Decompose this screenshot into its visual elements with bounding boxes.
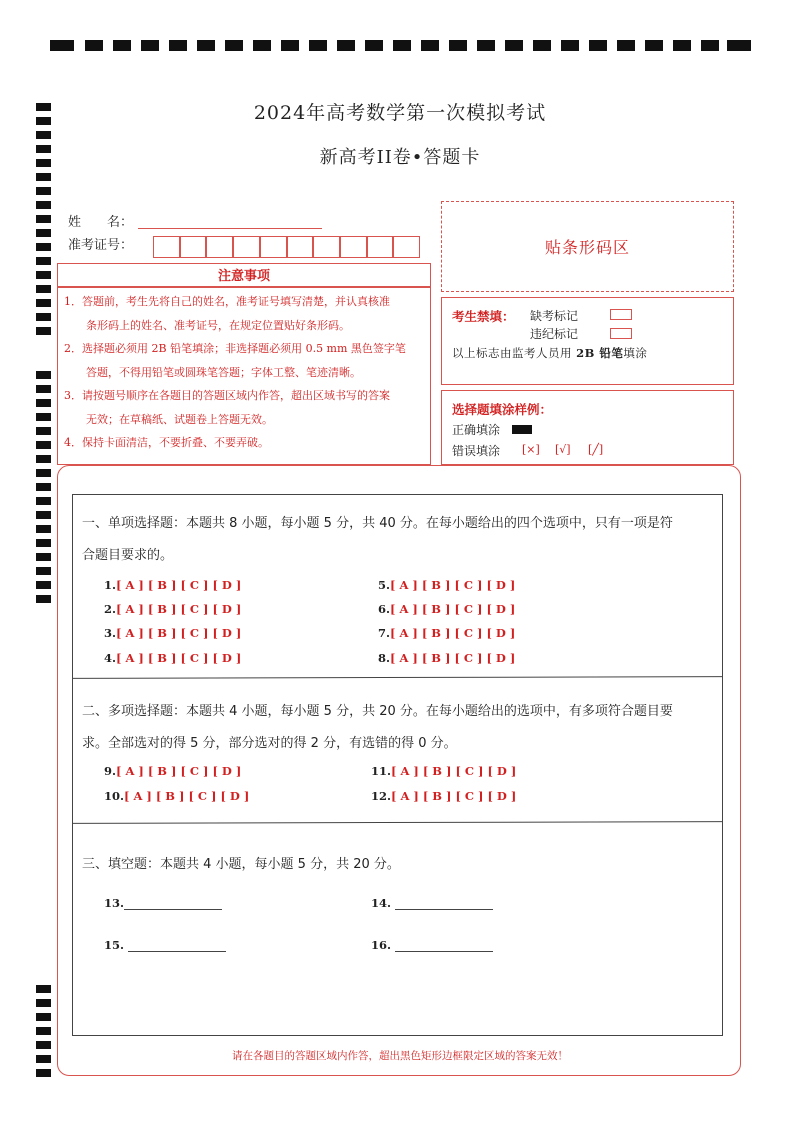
- forbidden-box: [441, 297, 734, 385]
- notice-item: 2．选择题必须用 2B 铅笔填涂；非选择题必须用 0.5 mm 黑色签字笔: [64, 342, 406, 355]
- id-label: 准考证号：: [68, 238, 134, 253]
- wrong-mark-3: [╱]: [588, 443, 604, 456]
- question-16[interactable]: 16.: [371, 938, 493, 952]
- correct-label: 正确填涂: [452, 423, 501, 437]
- notice-item: 条形码上的姓名、准考证号，在规定位置贴好条形码。: [64, 318, 350, 332]
- wrong-label: 错误填涂: [452, 444, 501, 458]
- name-label: 姓 名：: [68, 215, 134, 230]
- notice-item: 3．请按题号顺序在各题目的答题区域内作答，超出区域书写的答案: [64, 389, 390, 402]
- forbidden-note-bold: 2B 铅笔: [576, 346, 624, 360]
- notice-box: [57, 287, 431, 465]
- forbidden-title: 考生禁填：: [452, 309, 515, 324]
- notice-item: 答题，不得用铅笔或圆珠笔答题；字体工整、笔迹清晰。: [64, 365, 361, 379]
- page-title: 2024年高考数学第一次模拟考试: [253, 102, 547, 124]
- forbidden-note-prefix: 以上标志由监考人员用: [452, 346, 572, 360]
- question-12[interactable]: 12.[ A ] [ B ] [ C ] [ D ]: [371, 789, 517, 803]
- id-digit-box[interactable]: [233, 236, 260, 258]
- question-10[interactable]: 10.[ A ] [ B ] [ C ] [ D ]: [104, 789, 250, 803]
- notice-list: [64, 290, 430, 455]
- question-13[interactable]: 13.: [104, 896, 222, 910]
- notice-item: 4．保持卡面清洁，不要折叠、不要弄破。: [64, 436, 269, 449]
- id-digit-box[interactable]: [206, 236, 233, 258]
- section-multi-line2: 求。全部选对的得 5 分，部分选对的得 2 分，有选错的得 0 分。: [82, 736, 457, 751]
- question-2[interactable]: 2.[ A ] [ B ] [ C ] [ D ]: [104, 602, 242, 616]
- id-digit-box[interactable]: [287, 236, 314, 258]
- section-single-line2: 合题目要求的。: [82, 548, 174, 563]
- answer-blank[interactable]: [128, 939, 226, 952]
- question-11[interactable]: 11.[ A ] [ B ] [ C ] [ D ]: [371, 764, 517, 778]
- wrong-mark-1: [×]: [522, 443, 540, 456]
- sample-box: [441, 390, 734, 465]
- barcode-label: 贴条形码区: [544, 238, 630, 257]
- absent-mark-box[interactable]: [610, 309, 632, 320]
- question-14[interactable]: 14.: [371, 896, 493, 910]
- id-digit-boxes[interactable]: [153, 236, 420, 260]
- sample-title: 选择题填涂样例：: [452, 402, 553, 417]
- answer-blank[interactable]: [395, 939, 493, 952]
- barcode-area: [441, 201, 734, 292]
- notice-title: 注意事项: [217, 269, 270, 284]
- question-9[interactable]: 9.[ A ] [ B ] [ C ] [ D ]: [104, 764, 242, 778]
- forbidden-note: [452, 345, 647, 361]
- id-digit-box[interactable]: [313, 236, 340, 258]
- id-digit-box[interactable]: [153, 236, 180, 258]
- question-8[interactable]: 8.[ A ] [ B ] [ C ] [ D ]: [378, 651, 516, 665]
- page-subtitle: 新高考II卷•答题卡: [319, 147, 481, 168]
- section-multi-desc: [82, 696, 718, 760]
- question-5[interactable]: 5.[ A ] [ B ] [ C ] [ D ]: [378, 578, 516, 592]
- name-input-line[interactable]: [138, 228, 322, 229]
- id-digit-box[interactable]: [180, 236, 207, 258]
- section-single-desc: [82, 508, 718, 572]
- question-15[interactable]: 15.: [104, 938, 226, 952]
- id-digit-box[interactable]: [393, 236, 420, 258]
- question-4[interactable]: 4.[ A ] [ B ] [ C ] [ D ]: [104, 651, 242, 665]
- id-digit-box[interactable]: [367, 236, 394, 258]
- question-1[interactable]: 1.[ A ] [ B ] [ C ] [ D ]: [104, 578, 242, 592]
- question-7[interactable]: 7.[ A ] [ B ] [ C ] [ D ]: [378, 626, 516, 640]
- footer-warning: 请在各题目的答题区域内作答，超出黑色矩形边框限定区域的答案无效！: [232, 1050, 568, 1062]
- violation-label: 违纪标记: [530, 327, 579, 341]
- question-6[interactable]: 6.[ A ] [ B ] [ C ] [ D ]: [378, 602, 516, 616]
- id-digit-box[interactable]: [340, 236, 367, 258]
- violation-mark-box[interactable]: [610, 328, 632, 339]
- wrong-mark-2: [√]: [555, 443, 571, 456]
- forbidden-note-suffix: 填涂: [623, 346, 648, 360]
- section-single-line1: 一、单项选择题：本题共 8 小题，每小题 5 分，共 40 分。在每小题给出的四个选项中，只有一项是符: [82, 516, 673, 531]
- answer-blank[interactable]: [395, 897, 493, 910]
- answer-blank[interactable]: [124, 897, 222, 910]
- question-3[interactable]: 3.[ A ] [ B ] [ C ] [ D ]: [104, 626, 242, 640]
- id-digit-box[interactable]: [260, 236, 287, 258]
- filled-sample-mark: [512, 425, 532, 434]
- notice-item: 无效；在草稿纸、试题卷上答题无效。: [64, 412, 273, 426]
- section-multi-line1: 二、多项选择题：本题共 4 小题，每小题 5 分，共 20 分。在每小题给出的选项中，有多项符合题目要: [82, 704, 673, 719]
- absent-label: 缺考标记: [530, 309, 579, 323]
- notice-header: [57, 263, 431, 287]
- section-fill-desc: 三、填空题：本题共 4 小题，每小题 5 分，共 20 分。: [82, 857, 400, 872]
- notice-item: 1．答题前，考生先将自己的姓名，准考证号填写清楚，并认真核准: [64, 295, 390, 308]
